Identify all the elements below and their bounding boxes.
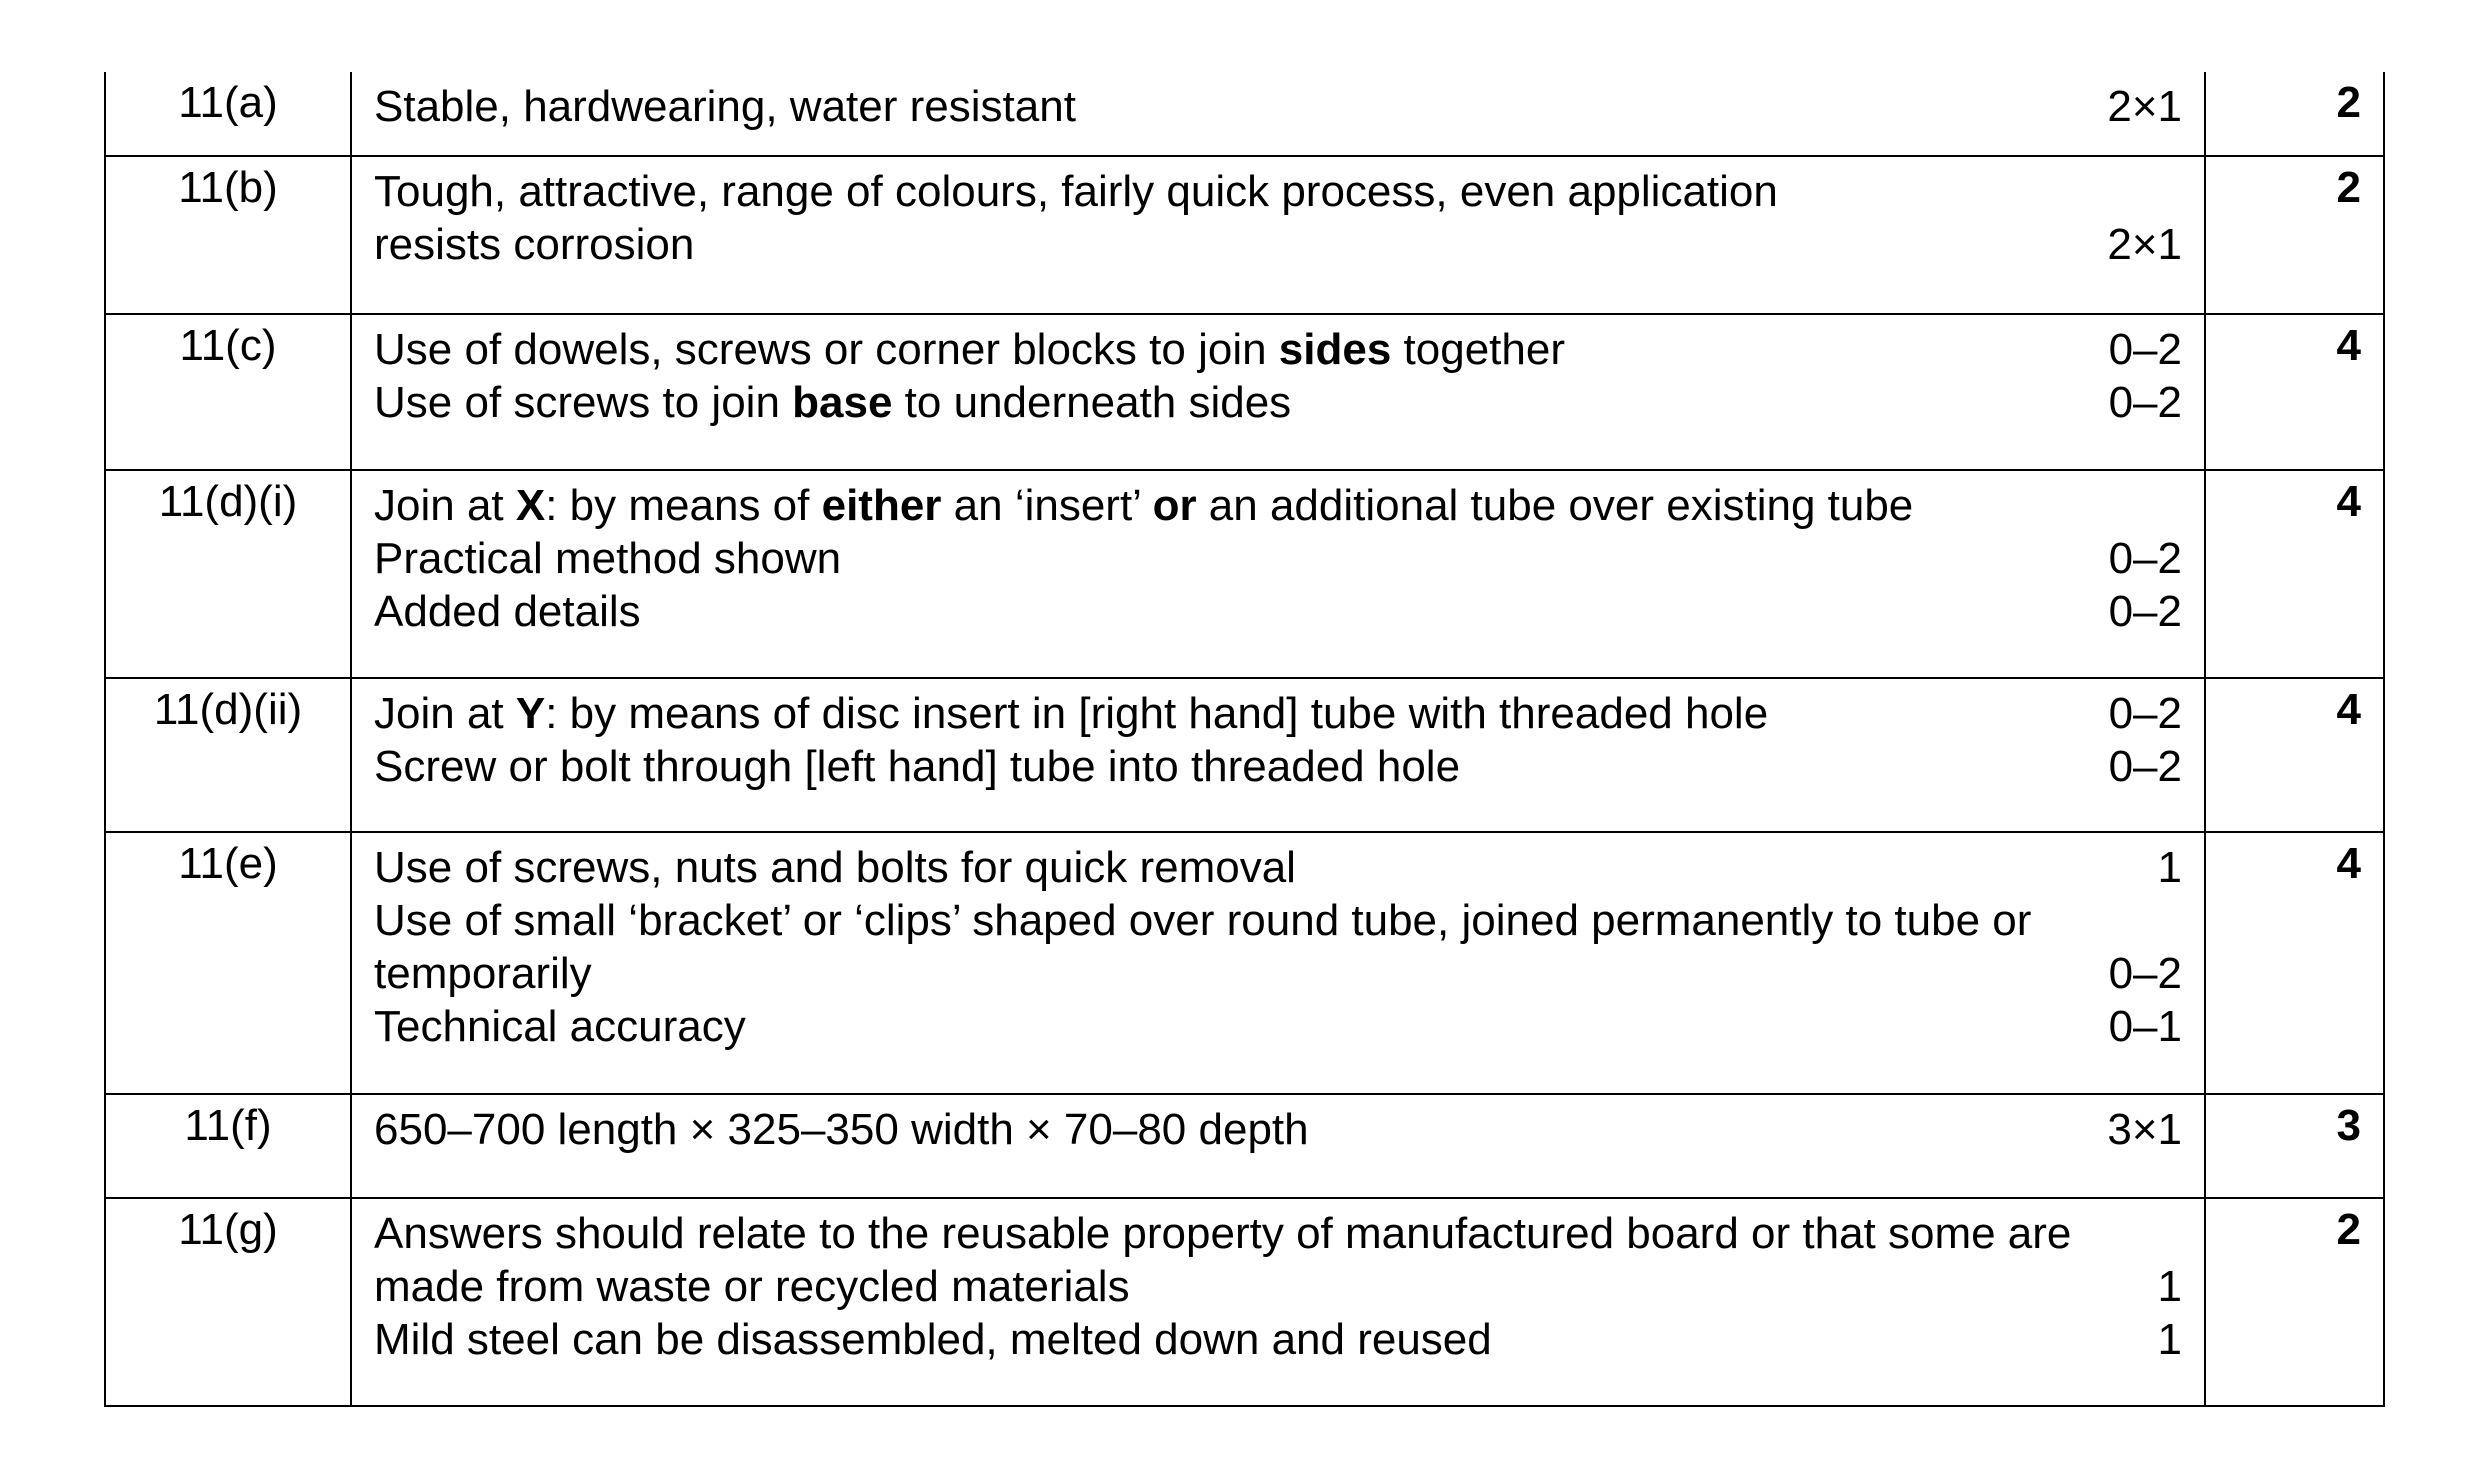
- total-marks-value: 4: [2336, 685, 2361, 734]
- mark-scheme-body: [105, 72, 2384, 1406]
- answer-line: [374, 1207, 2182, 1260]
- line-mark: [2162, 894, 2182, 947]
- total-marks-value: 3: [2336, 1101, 2361, 1150]
- answer-line: [374, 585, 2182, 638]
- answer-text-segment: Use of screws to join: [374, 378, 793, 427]
- answer-keyword: either: [821, 481, 942, 530]
- question-row: [105, 72, 2384, 156]
- line-mark: 0–2: [2108, 534, 2182, 583]
- answer-text: [374, 1103, 1309, 1156]
- answer-line: [374, 1313, 2182, 1366]
- question-number: 11(e): [105, 832, 351, 1094]
- question-number: 11(g): [105, 1198, 351, 1406]
- total-marks: [2205, 1094, 2384, 1198]
- answer-text-segment: Join at: [374, 689, 516, 738]
- line-mark: 2×1: [2107, 82, 2182, 131]
- answer-line: [374, 323, 2182, 376]
- answer-line: [374, 1260, 2182, 1313]
- question-row: [105, 470, 2384, 678]
- answer-text-segment: together: [1391, 325, 1565, 374]
- answer-cell: [351, 678, 2205, 832]
- question-row: [105, 314, 2384, 470]
- answer-text: [374, 1260, 1130, 1313]
- line-mark: 2×1: [2107, 220, 2182, 269]
- line-mark: 1: [2157, 843, 2182, 892]
- answer-text: [374, 585, 641, 638]
- answer-text-segment: Mild steel can be disassembled, melted down and reused: [374, 1315, 1492, 1364]
- question-number: 11(d)(i): [105, 470, 351, 678]
- total-marks: [2205, 72, 2384, 156]
- answer-cell: [351, 1094, 2205, 1198]
- answer-keyword: Y: [515, 689, 546, 738]
- answer-text-segment: Tough, attractive, range of colours, fairly quick process, even application: [374, 167, 1778, 216]
- answer-line: [374, 165, 2182, 218]
- total-marks: [2205, 832, 2384, 1094]
- answer-cell: [351, 314, 2205, 470]
- answer-text-segment: Use of small ‘bracket’ or ‘clips’ shaped over round tube, joined permanently to tube or: [374, 896, 2032, 945]
- answer-text: [374, 532, 841, 585]
- answer-cell: [351, 156, 2205, 314]
- answer-line: [374, 687, 2182, 740]
- answer-text-segment: Practical method shown: [374, 534, 842, 583]
- answer-text-segment: made from waste or recycled materials: [374, 1262, 1130, 1311]
- answer-line: [374, 532, 2182, 585]
- answer-line: [374, 80, 2182, 133]
- answer-text: [374, 80, 1076, 133]
- answer-line: [374, 841, 2182, 894]
- total-marks-value: 2: [2336, 78, 2361, 127]
- answer-text: [374, 1207, 2071, 1260]
- line-mark: 0–2: [2108, 325, 2182, 374]
- answer-line: [374, 1000, 2182, 1053]
- question-number: 11(c): [105, 314, 351, 470]
- question-row: [105, 156, 2384, 314]
- line-mark: [2162, 479, 2182, 532]
- total-marks: [2205, 1198, 2384, 1406]
- line-mark: 1: [2157, 1262, 2182, 1311]
- question-number: 11(b): [105, 156, 351, 314]
- answer-keyword: base: [792, 378, 893, 427]
- answer-line: [374, 218, 2182, 271]
- answer-keyword: sides: [1278, 325, 1392, 374]
- line-mark: 0–2: [2108, 587, 2182, 636]
- answer-text-segment: Added details: [374, 587, 641, 636]
- answer-line: [374, 740, 2182, 793]
- answer-cell: [351, 1198, 2205, 1406]
- answer-cell: [351, 470, 2205, 678]
- question-row: [105, 678, 2384, 832]
- question-number: 11(a): [105, 72, 351, 156]
- total-marks-value: 2: [2336, 1205, 2361, 1254]
- answer-text-segment: Answers should relate to the reusable property of manufactured board or that some are: [374, 1209, 2072, 1258]
- answer-line: [374, 376, 2182, 429]
- question-number: 11(d)(ii): [105, 678, 351, 832]
- answer-cell: [351, 832, 2205, 1094]
- answer-text-segment: Use of screws, nuts and bolts for quick removal: [374, 843, 1296, 892]
- answer-text-segment: an ‘insert’: [941, 481, 1153, 530]
- answer-text-segment: resists corrosion: [374, 220, 695, 269]
- question-row: [105, 1198, 2384, 1406]
- answer-line: [374, 947, 2182, 1000]
- line-mark: [2162, 1207, 2182, 1260]
- answer-keyword: X: [515, 481, 546, 530]
- line-mark: 1: [2157, 1315, 2182, 1364]
- answer-text: [374, 323, 1565, 376]
- answer-text: [374, 1000, 746, 1053]
- total-marks: [2205, 156, 2384, 314]
- answer-text-segment: temporarily: [374, 949, 592, 998]
- line-mark: 0–2: [2108, 742, 2182, 791]
- total-marks: [2205, 470, 2384, 678]
- total-marks-value: 2: [2336, 163, 2361, 212]
- answer-text-segment: to underneath sides: [892, 378, 1292, 427]
- line-mark: 0–1: [2108, 1002, 2182, 1051]
- total-marks-value: 4: [2336, 477, 2361, 526]
- answer-text-segment: Screw or bolt through [left hand] tube into threaded hole: [374, 742, 1461, 791]
- question-row: [105, 1094, 2384, 1198]
- answer-text: [374, 894, 2031, 947]
- answer-line: [374, 894, 2182, 947]
- answer-text: [374, 376, 1291, 429]
- answer-keyword: or: [1152, 481, 1197, 530]
- question-row: [105, 832, 2384, 1094]
- answer-cell: [351, 72, 2205, 156]
- line-mark: 3×1: [2107, 1105, 2182, 1154]
- answer-text-segment: : by means of: [545, 481, 822, 530]
- mark-scheme-table: [104, 72, 2385, 1407]
- total-marks: [2205, 314, 2384, 470]
- line-mark: [2162, 165, 2182, 218]
- answer-text: [374, 841, 1296, 894]
- answer-text-segment: Join at: [374, 481, 516, 530]
- line-mark: 0–2: [2108, 949, 2182, 998]
- answer-text: [374, 218, 694, 271]
- total-marks: [2205, 678, 2384, 832]
- answer-text-segment: 650–700 length × 325–350 width × 70–80 depth: [374, 1105, 1309, 1154]
- answer-text-segment: an additional tube over existing tube: [1196, 481, 1914, 530]
- answer-text: [374, 1313, 1492, 1366]
- answer-line: [374, 1103, 2182, 1156]
- total-marks-value: 4: [2336, 321, 2361, 370]
- answer-text-segment: Use of dowels, screws or corner blocks to join: [374, 325, 1279, 374]
- answer-text: [374, 165, 1778, 218]
- answer-text-segment: : by means of disc insert in [right hand] tube with threaded hole: [545, 689, 1769, 738]
- total-marks-value: 4: [2336, 839, 2361, 888]
- answer-text: [374, 479, 1913, 532]
- answer-text: [374, 687, 1768, 740]
- answer-line: [374, 479, 2182, 532]
- answer-text-segment: Stable, hardwearing, water resistant: [374, 82, 1076, 131]
- answer-text: [374, 947, 592, 1000]
- line-mark: 0–2: [2108, 689, 2182, 738]
- line-mark: 0–2: [2108, 378, 2182, 427]
- question-number: 11(f): [105, 1094, 351, 1198]
- answer-text: [374, 740, 1460, 793]
- answer-text-segment: Technical accuracy: [374, 1002, 746, 1051]
